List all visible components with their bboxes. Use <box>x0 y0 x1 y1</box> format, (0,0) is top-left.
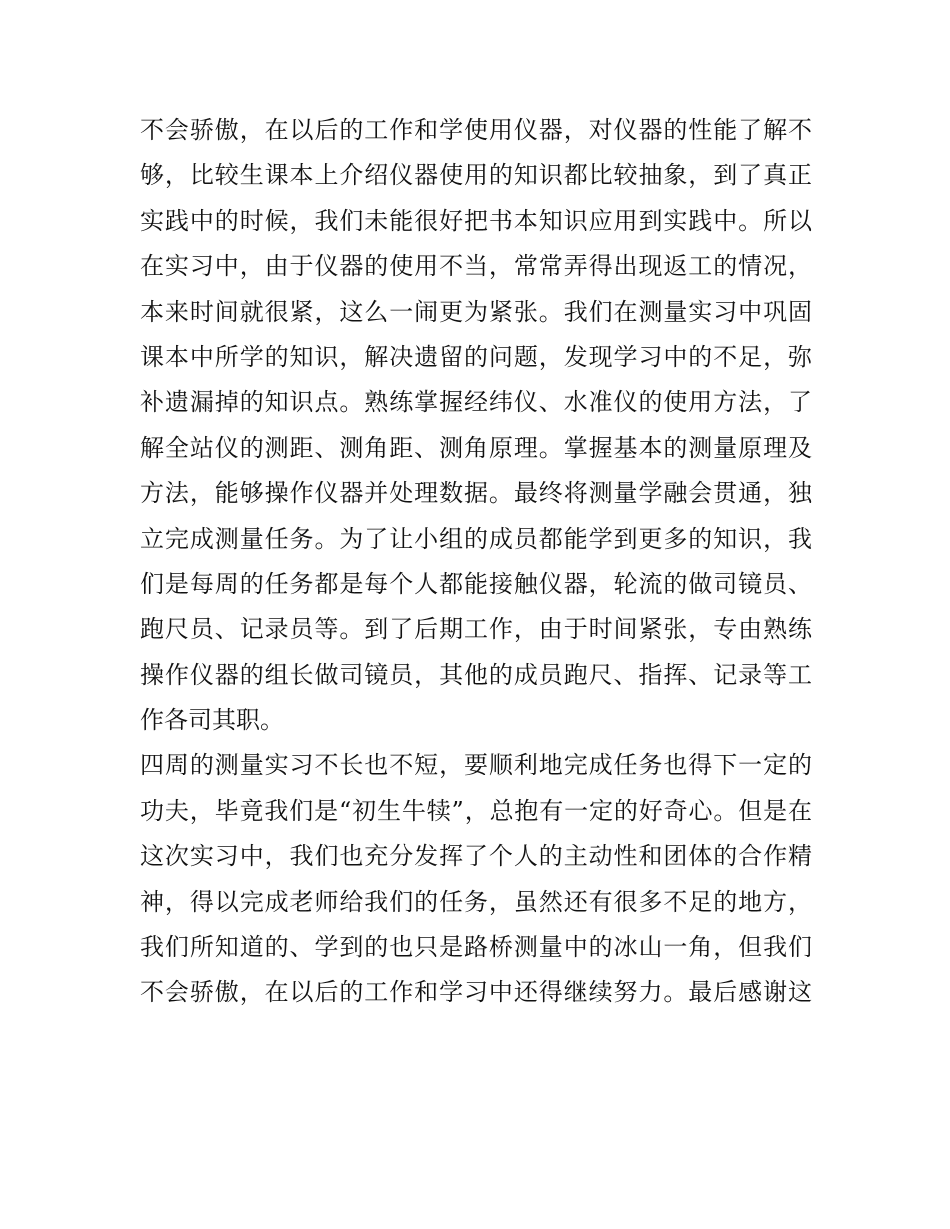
paragraph-1 <box>140 108 812 743</box>
text-line: 课本中所学的知识，解决遗留的问题，发现学习中的不足，弥 <box>140 342 812 371</box>
text-line: 功夫，毕竟我们是“初生牛犊”，总抱有一定的好奇心。但是在 <box>140 796 812 825</box>
text-line: 补遗漏掉的知识点。熟练掌握经纬仪、水准仪的使用方法，了 <box>140 388 812 417</box>
text-line: 这次实习中，我们也充分发挥了个人的主动性和团体的合作精 <box>140 842 812 871</box>
text-line: 不会骄傲，在以后的工作和学习中还得继续努力。最后感谢这 <box>140 978 812 1007</box>
text-line: 方法，能够操作仪器并处理数据。最终将测量学融会贯通，独 <box>140 479 812 508</box>
text-line: 解全站仪的测距、测角距、测角原理。掌握基本的测量原理及 <box>140 433 812 462</box>
text-line: 操作仪器的组长做司镜员，其他的成员跑尺、指挥、记录等工 <box>140 660 812 689</box>
text-line: 们是每周的任务都是每个人都能接触仪器，轮流的做司镜员、 <box>140 569 812 598</box>
text-line: 我们所知道的、学到的也只是路桥测量中的冰山一角，但我们 <box>140 933 812 962</box>
text-line: 在实习中，由于仪器的使用不当，常常弄得出现返工的情况， <box>140 252 812 281</box>
text-line: 不会骄傲，在以后的工作和学使用仪器，对仪器的性能了解不 <box>140 116 812 144</box>
text-line: 够，比较生课本上介绍仪器使用的知识都比较抽象，到了真正 <box>140 161 812 190</box>
text-line: 跑尺员、记录员等。到了后期工作，由于时间紧张，专由熟练 <box>140 615 812 644</box>
text-line: 本来时间就很紧，这么一闹更为紧张。我们在测量实习中巩固 <box>140 297 812 326</box>
text-line: 神，得以完成老师给我们的任务，虽然还有很多不足的地方， <box>140 887 812 916</box>
text-line: 实践中的时候，我们未能很好把书本知识应用到实践中。所以 <box>140 206 812 235</box>
document-body <box>140 108 812 1016</box>
text-line: 立完成测量任务。为了让小组的成员都能学到更多的知识，我 <box>140 524 812 553</box>
paragraph-2 <box>140 743 812 1015</box>
text-line: 四周的测量实习不长也不短，要顺利地完成任务也得下一定的 <box>140 751 812 780</box>
text-line: 作各司其职。 <box>140 706 284 735</box>
